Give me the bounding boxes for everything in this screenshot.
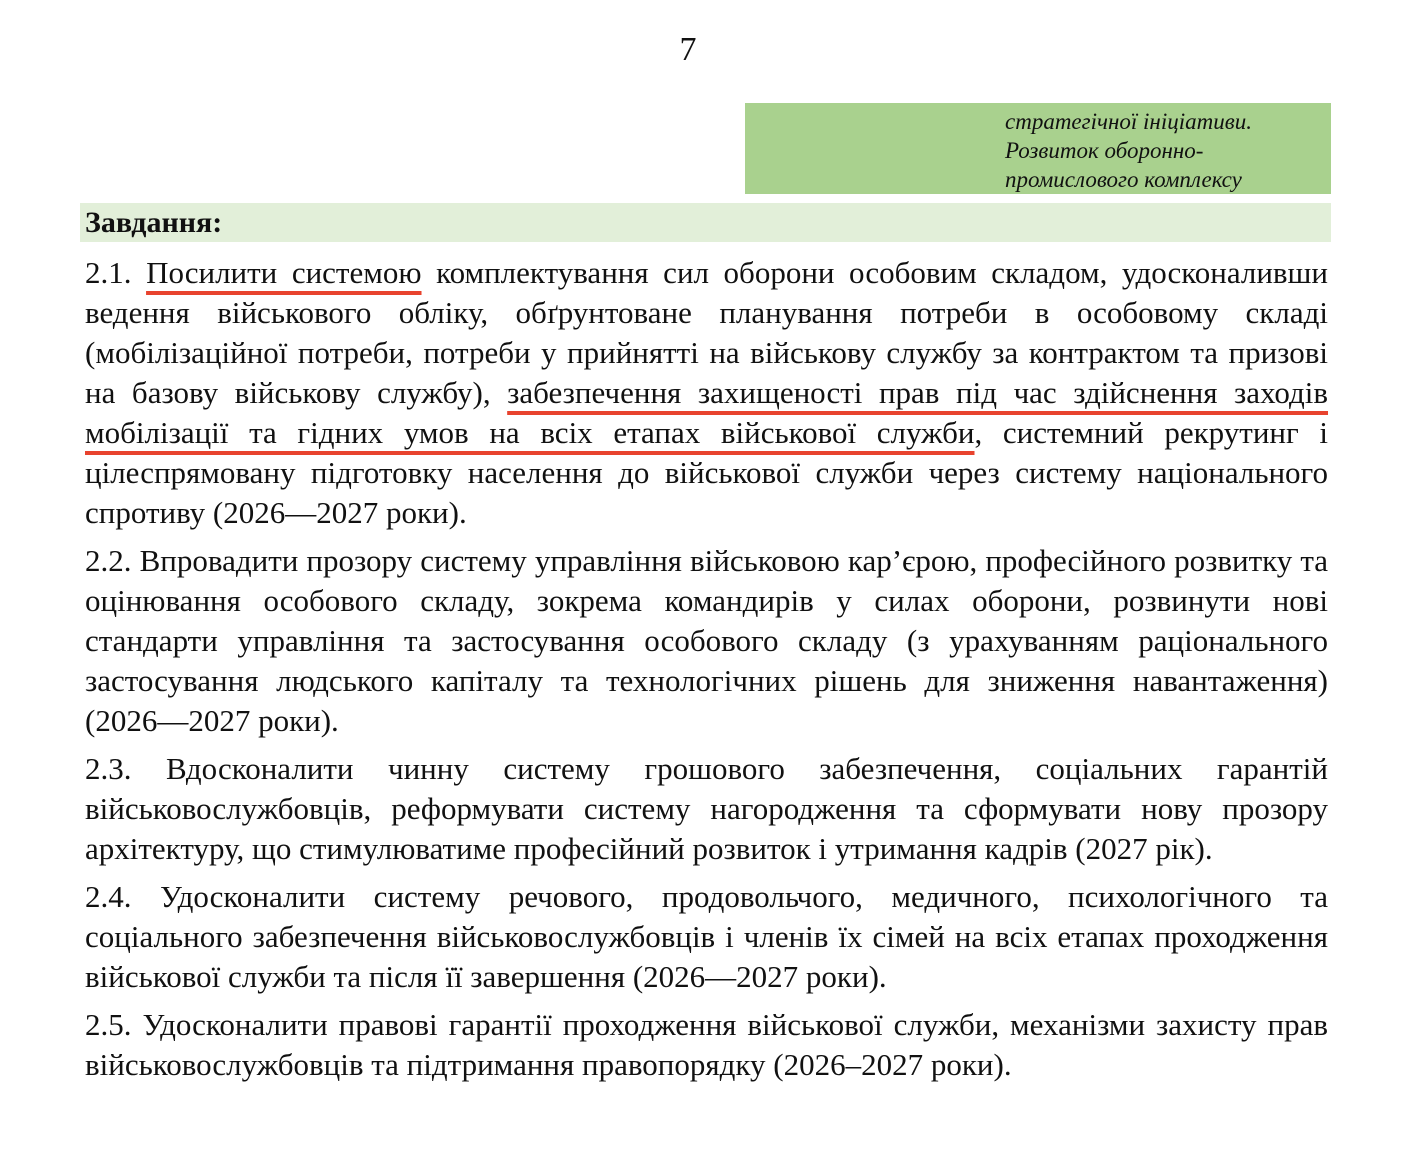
task-item-2-2 <box>85 541 1328 741</box>
task-text: комплектування сил оборони особовим складом, удосконаливши ведення військового обліку, обґрунтоване планування потреби в особовому складі (мобілізаційної потреби, потреби у прийнятті на військову службу за контрактом та призові на базову військову службу), <box>85 255 1329 410</box>
underlined-phrase: забезпечення захищеності прав під час здійснення заходів мобілізації та гідних умов на всіх етапах військової служби <box>85 375 1329 450</box>
task-text: Удосконалити правові гарантії проходження військової служби, механізми захисту прав військовослужбовців та підтримання правопорядку (2026–2027 роки). <box>85 1007 1328 1082</box>
task-item-2-3 <box>85 749 1328 869</box>
initiative-line: стратегічної ініціативи. <box>1005 109 1252 134</box>
task-text: Впровадити прозору систему управління військовою кар’єрою, професійного розвитку та оцінювання особового складу, зокрема командирів у силах оборони, розвинути нові стандарти управління та застосування особового складу (з урахуванням раціонального застосування людського капіталу та технологічних рішень для зниження навантаження) (2026—2027 роки). <box>85 543 1329 738</box>
task-item-2-5 <box>85 1005 1328 1085</box>
task-text: , системний рекрутинг і цілеспрямовану підготовку населення до військової служби через систему національного спротиву (2026—2027 роки). <box>85 415 1328 530</box>
task-number: 2.2. <box>85 543 132 578</box>
underlined-phrase: Посилити системою <box>146 255 422 290</box>
task-number: 2.5. <box>85 1007 132 1042</box>
strategic-initiative-box <box>745 103 1331 194</box>
tasks-list <box>85 253 1328 1093</box>
task-text: Удосконалити систему речового, продовольчого, медичного, психологічного та соціального забезпечення військовослужбовців і членів їх сімей на всіх етапах проходження військової служби та після її завершення (2026—2027 роки). <box>85 879 1328 994</box>
tasks-header <box>80 203 1331 242</box>
strategic-initiative-text <box>1005 107 1252 194</box>
task-item-2-4 <box>85 877 1328 997</box>
task-number: 2.1. <box>85 255 132 290</box>
initiative-line: Розвиток оборонно- <box>1005 138 1204 163</box>
initiative-line: промислового комплексу <box>1005 167 1242 192</box>
task-number: 2.4. <box>85 879 132 914</box>
page-number: 7 <box>679 31 697 68</box>
task-number: 2.3. <box>85 751 132 786</box>
tasks-header-label: Завдання: <box>85 206 223 239</box>
task-text: Вдосконалити чинну систему грошового забезпечення, соціальних гарантій військовослужбовців, реформувати систему нагородження та сформувати нову прозору архітектуру, що стимулюватиме професійний розвиток і утримання кадрів (2027 рік). <box>85 751 1329 866</box>
task-item-2-1 <box>85 253 1328 533</box>
